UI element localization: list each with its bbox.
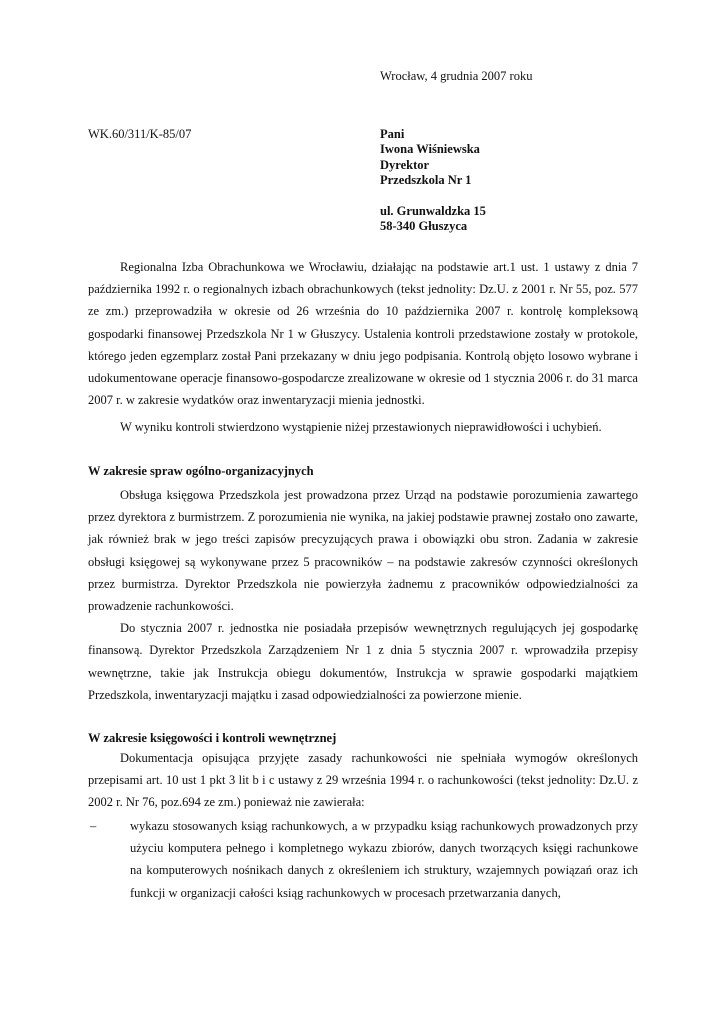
letter-date: Wrocław, 4 grudnia 2007 roku [380,69,533,83]
organizational-section [88,484,638,706]
addressee-street: ul. Grunwaldzka 15 [380,203,486,218]
list-item-text: wykazu stosowanych ksiąg rachunkowych, a w przypadku ksiąg rachunkowych prowadzonych przy użyciu komputera pełnego i kompletnego wykazu zbiorów, danych tworzących księgi rachunkowe na komputerowych nośnikach danych z określeniem ich struktury, wzajemnych powiązań oraz ich funkcji w organizacji całości ksiąg rachunkowych w procesach przetwarzania danych, [130,819,638,900]
section-heading-accounting: W zakresie księgowości i kontroli wewnętrznej [88,731,337,745]
accounting-section [88,747,638,814]
addressee-city: 58-340 Głuszyca [380,219,468,234]
organizational-paragraph-1: Obsługa księgowa Przedszkola jest prowadzona przez Urząd na podstawie porozumienia zawartego przez dyrektora z burmistrzem. Z porozumienia nie wynika, na jakiej podstawie prawnej zostało ono zawarte, jak również brak w jego treści zapisów precyzujących prawa i obowiązki obu stron. Zadania w zakresie obsługi księgowej są wykonywane przez 5 pracowników – na podstawie zakresów czynności określonych przez burmistrza. Dyrektor Przedszkola nie powierzyła żadnemu z pracowników odpowiedzialności za prowadzenie rachunkowości. [88,488,638,614]
accounting-paragraph-1: Dokumentacja opisująca przyjęte zasady rachunkowości nie spełniała wymogów określonych przepisami art. 10 ust 1 pkt 3 lit b i c ustawy z 29 września 1994 r. o rachunkowości (tekst jednolity: Dz.U. z 2002 r. Nr 76, poz.694 ze zm.) ponieważ nie zawierała: [88,751,638,810]
addressee-block [380,127,486,234]
reference-number: WK.60/311/K-85/07 [88,127,192,141]
addressee-position: Dyrektor [380,157,430,172]
list-item [88,815,638,904]
deficiency-list [88,815,638,904]
section-heading-organizational: W zakresie spraw ogólno-organizacyjnych [88,464,314,478]
addressee-name: Iwona Wiśniewska [380,142,480,157]
intro-paragraph-1: Regionalna Izba Obrachunkowa we Wrocławiu, działając na podstawie art.1 ust. 1 ustawy z dnia 7 października 1992 r. o regionalnych izbach obrachunkowych (tekst jednolity: Dz.U. z 2001 r. Nr 55, poz. 577 ze zm.) przeprowadziła w okresie od 26 września do 10 października 2007 r. kontrolę kompleksową gospodarki finansowej Przedszkola Nr 1 w Głuszycy. Ustalenia kontroli przedstawione zostały w protokole, którego jeden egzemplarz został Pani przekazany w dniu jego podpisania. Kontrolą objęto losowo wybrane i udokumentowane operacje finansowo-gospodarcze zrealizowane w okresie od 1 stycznia 2006 r. do 31 marca 2007 r. w zakresie wydatków oraz inwentaryzacji mienia jednostki. [88,260,638,408]
intro-section [88,256,638,439]
organizational-paragraph-2: Do stycznia 2007 r. jednostka nie posiadała przepisów wewnętrznych regulujących jej gospodarkę finansową. Dyrektor Przedszkola Zarządzeniem Nr 1 z dnia 5 stycznia 2007 r. wprowadziła przepisy wewnętrzne, takie jak Instrukcja obiegu dokumentów, Instrukcja w sprawie gospodarki majątkiem Przedszkola, inwentaryzacji majątku i zasad odpowiedzialności za powierzone mienie. [88,621,638,702]
dash-bullet: – [90,819,97,833]
addressee-institution: Przedszkola Nr 1 [380,173,472,188]
addressee-salutation: Pani [380,127,405,141]
intro-paragraph-2: W wyniku kontroli stwierdzono wystąpienie niżej przestawionych nieprawidłowości i uchybień. [120,420,602,435]
